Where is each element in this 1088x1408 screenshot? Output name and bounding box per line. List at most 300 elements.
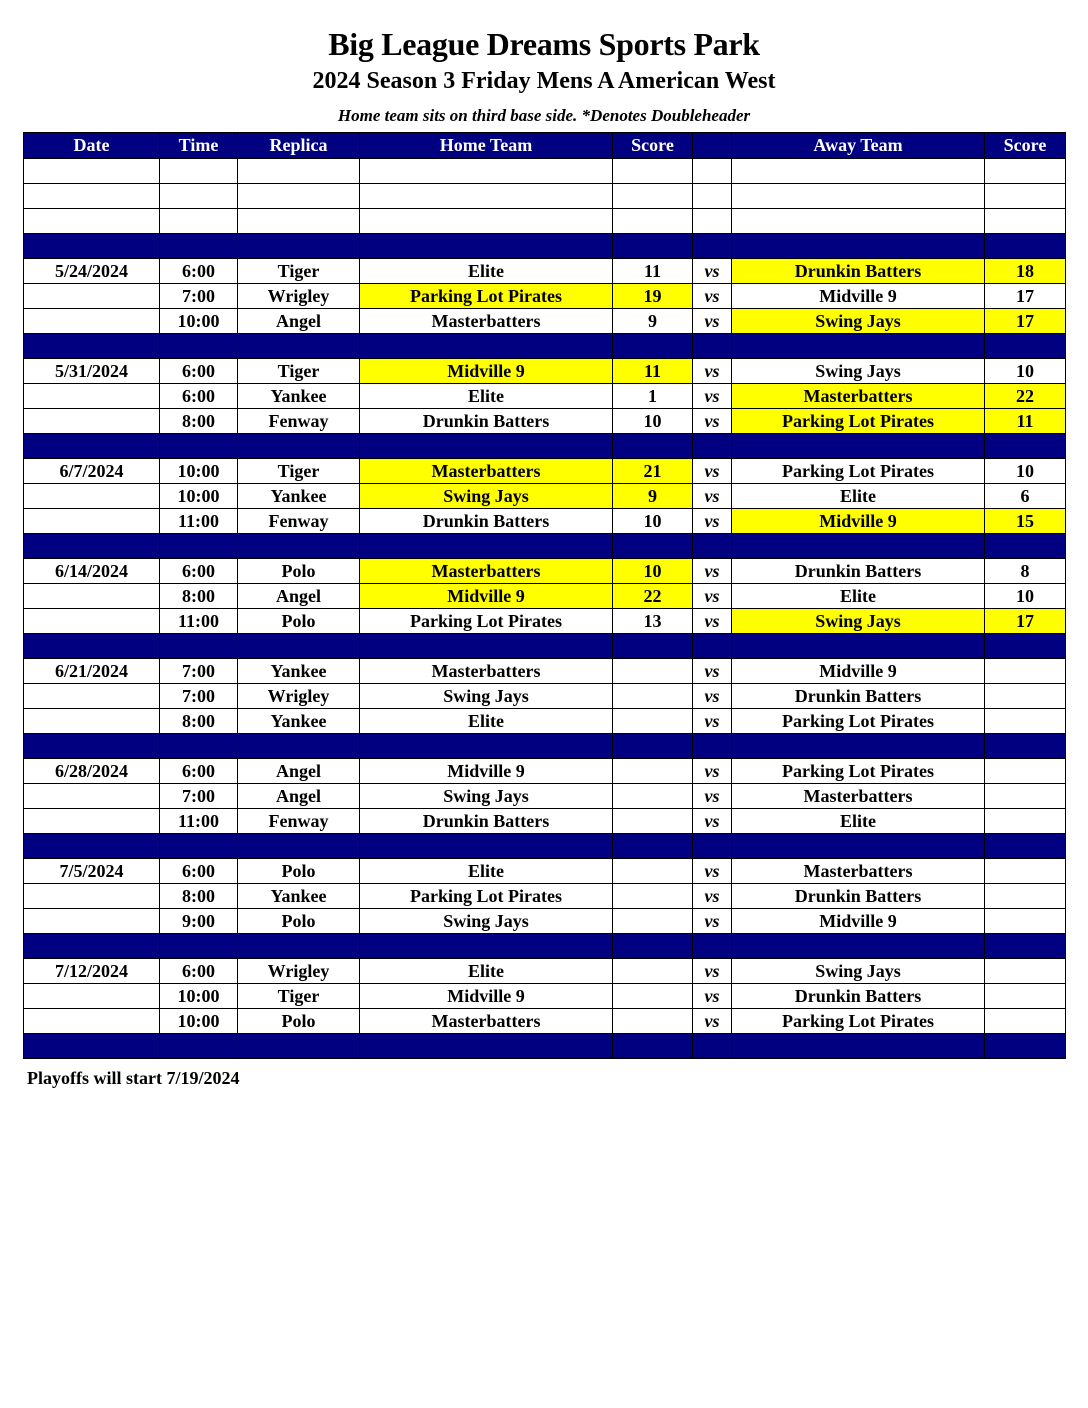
cell-date: 7/12/2024: [24, 959, 160, 984]
cell-home-score: [613, 209, 693, 234]
cell-replica: Yankee: [238, 384, 360, 409]
cell-time: [160, 234, 238, 259]
cell-vs: [693, 634, 732, 659]
cell-away-score: [985, 184, 1066, 209]
table-row: [24, 584, 1066, 609]
cell-time: 11:00: [160, 609, 238, 634]
cell-away-score: [985, 634, 1066, 659]
cell-replica: Polo: [238, 609, 360, 634]
cell-time: 8:00: [160, 409, 238, 434]
cell-away-score: 17: [985, 284, 1066, 309]
cell-home-team: Swing Jays: [360, 909, 613, 934]
cell-home-team: [360, 734, 613, 759]
cell-time: 9:00: [160, 909, 238, 934]
cell-date: 6/28/2024: [24, 759, 160, 784]
cell-date: [24, 984, 160, 1009]
cell-replica: Polo: [238, 1009, 360, 1034]
cell-replica: Wrigley: [238, 959, 360, 984]
cell-away-team: Drunkin Batters: [732, 259, 985, 284]
cell-away-team: Drunkin Batters: [732, 559, 985, 584]
cell-home-team: Elite: [360, 384, 613, 409]
cell-date: [24, 509, 160, 534]
column-header-home-team: Home Team: [360, 133, 613, 159]
week-separator-row: [24, 1034, 1066, 1059]
table-row: [24, 759, 1066, 784]
column-header-time: Time: [160, 133, 238, 159]
cell-home-score: [613, 659, 693, 684]
schedule-table: [23, 132, 1066, 1059]
cell-away-score: [985, 334, 1066, 359]
cell-time: 6:00: [160, 759, 238, 784]
cell-home-team: [360, 834, 613, 859]
cell-home-score: [613, 909, 693, 934]
cell-home-team: Midville 9: [360, 759, 613, 784]
cell-time: 6:00: [160, 559, 238, 584]
cell-date: [24, 309, 160, 334]
cell-home-team: [360, 234, 613, 259]
cell-away-score: [985, 684, 1066, 709]
cell-vs: vs: [693, 759, 732, 784]
cell-home-score: [613, 234, 693, 259]
cell-home-score: [613, 159, 693, 184]
cell-away-score: [985, 959, 1066, 984]
cell-time: 6:00: [160, 859, 238, 884]
column-header-away-score: Score: [985, 133, 1066, 159]
cell-replica: Polo: [238, 559, 360, 584]
cell-away-score: [985, 834, 1066, 859]
cell-time: 11:00: [160, 809, 238, 834]
cell-away-team: [732, 1034, 985, 1059]
cell-replica: Polo: [238, 909, 360, 934]
cell-time: 6:00: [160, 959, 238, 984]
cell-vs: vs: [693, 1009, 732, 1034]
cell-home-score: [613, 1034, 693, 1059]
cell-away-score: [985, 734, 1066, 759]
week-separator-row: [24, 234, 1066, 259]
cell-away-score: [985, 984, 1066, 1009]
cell-date: [24, 484, 160, 509]
cell-away-score: [985, 809, 1066, 834]
cell-away-team: [732, 334, 985, 359]
cell-vs: vs: [693, 284, 732, 309]
cell-vs: vs: [693, 459, 732, 484]
cell-away-score: [985, 709, 1066, 734]
cell-home-score: [613, 809, 693, 834]
cell-away-score: [985, 859, 1066, 884]
cell-date: [24, 184, 160, 209]
cell-vs: vs: [693, 659, 732, 684]
week-separator-row: [24, 834, 1066, 859]
table-row: [24, 309, 1066, 334]
cell-away-team: [732, 834, 985, 859]
cell-time: 10:00: [160, 1009, 238, 1034]
cell-away-team: Swing Jays: [732, 609, 985, 634]
cell-vs: vs: [693, 384, 732, 409]
cell-away-team: [732, 434, 985, 459]
cell-date: [24, 834, 160, 859]
schedule-body: [24, 159, 1066, 1059]
cell-replica: [238, 634, 360, 659]
cell-time: 6:00: [160, 384, 238, 409]
playoffs-note: Playoffs will start 7/19/2024: [27, 1068, 240, 1088]
cell-date: [24, 534, 160, 559]
cell-date: [24, 734, 160, 759]
cell-date: [24, 209, 160, 234]
cell-replica: [238, 184, 360, 209]
cell-away-team: Elite: [732, 584, 985, 609]
cell-replica: Fenway: [238, 409, 360, 434]
cell-replica: Yankee: [238, 659, 360, 684]
cell-vs: vs: [693, 259, 732, 284]
cell-away-score: 17: [985, 609, 1066, 634]
cell-away-score: [985, 1034, 1066, 1059]
cell-date: [24, 284, 160, 309]
week-separator-row: [24, 534, 1066, 559]
column-header-home-score: Score: [613, 133, 693, 159]
cell-home-team: Drunkin Batters: [360, 809, 613, 834]
cell-date: 7/5/2024: [24, 859, 160, 884]
column-header-vs: [693, 133, 732, 159]
table-row: [24, 284, 1066, 309]
cell-replica: [238, 159, 360, 184]
cell-replica: [238, 734, 360, 759]
cell-away-score: [985, 234, 1066, 259]
cell-away-score: 11: [985, 409, 1066, 434]
cell-away-team: [732, 159, 985, 184]
cell-time: 10:00: [160, 459, 238, 484]
cell-vs: [693, 734, 732, 759]
table-row: [24, 859, 1066, 884]
cell-away-team: Drunkin Batters: [732, 884, 985, 909]
cell-vs: vs: [693, 409, 732, 434]
cell-date: 6/14/2024: [24, 559, 160, 584]
cell-away-team: Swing Jays: [732, 359, 985, 384]
table-row: [24, 684, 1066, 709]
cell-replica: Angel: [238, 309, 360, 334]
cell-home-team: Parking Lot Pirates: [360, 609, 613, 634]
cell-away-score: [985, 784, 1066, 809]
cell-time: [160, 934, 238, 959]
cell-home-score: 21: [613, 459, 693, 484]
cell-away-score: [985, 909, 1066, 934]
cell-home-score: 1: [613, 384, 693, 409]
column-header-date: Date: [24, 133, 160, 159]
cell-home-score: 10: [613, 409, 693, 434]
cell-home-score: [613, 834, 693, 859]
cell-home-team: Masterbatters: [360, 559, 613, 584]
cell-home-team: Parking Lot Pirates: [360, 284, 613, 309]
table-row: [24, 1009, 1066, 1034]
cell-replica: [238, 334, 360, 359]
cell-away-team: Swing Jays: [732, 959, 985, 984]
cell-vs: vs: [693, 309, 732, 334]
table-row: [24, 509, 1066, 534]
cell-home-team: [360, 634, 613, 659]
cell-vs: [693, 834, 732, 859]
cell-date: [24, 409, 160, 434]
week-separator-row: [24, 334, 1066, 359]
cell-replica: Yankee: [238, 484, 360, 509]
table-row: [24, 409, 1066, 434]
cell-replica: Polo: [238, 859, 360, 884]
cell-replica: [238, 934, 360, 959]
cell-vs: [693, 159, 732, 184]
cell-replica: [238, 1034, 360, 1059]
cell-replica: Fenway: [238, 509, 360, 534]
cell-replica: [238, 234, 360, 259]
cell-replica: Yankee: [238, 884, 360, 909]
cell-vs: vs: [693, 609, 732, 634]
cell-away-team: [732, 234, 985, 259]
cell-date: [24, 884, 160, 909]
cell-away-score: [985, 434, 1066, 459]
cell-date: [24, 1009, 160, 1034]
page-title: Big League Dreams Sports Park: [328, 26, 760, 62]
cell-replica: Tiger: [238, 259, 360, 284]
cell-away-team: Parking Lot Pirates: [732, 1009, 985, 1034]
cell-home-team: Midville 9: [360, 359, 613, 384]
cell-home-team: Elite: [360, 709, 613, 734]
cell-away-team: [732, 734, 985, 759]
cell-home-score: 10: [613, 509, 693, 534]
cell-away-team: [732, 534, 985, 559]
cell-time: 7:00: [160, 684, 238, 709]
cell-away-team: Parking Lot Pirates: [732, 409, 985, 434]
cell-vs: vs: [693, 684, 732, 709]
table-row: [24, 709, 1066, 734]
cell-date: [24, 584, 160, 609]
cell-away-team: Parking Lot Pirates: [732, 759, 985, 784]
cell-home-score: [613, 734, 693, 759]
cell-away-score: 10: [985, 584, 1066, 609]
cell-time: 6:00: [160, 259, 238, 284]
table-row: [24, 484, 1066, 509]
cell-home-score: [613, 984, 693, 1009]
table-row: [24, 959, 1066, 984]
cell-vs: vs: [693, 959, 732, 984]
cell-home-score: [613, 634, 693, 659]
cell-home-score: [613, 334, 693, 359]
table-row: [24, 384, 1066, 409]
cell-home-team: Elite: [360, 959, 613, 984]
cell-home-score: 10: [613, 559, 693, 584]
cell-away-score: 10: [985, 459, 1066, 484]
cell-vs: vs: [693, 909, 732, 934]
page-subtitle: 2024 Season 3 Friday Mens A American West: [312, 68, 776, 94]
cell-replica: Wrigley: [238, 684, 360, 709]
cell-date: [24, 609, 160, 634]
cell-vs: [693, 434, 732, 459]
table-row: [24, 809, 1066, 834]
cell-home-score: 13: [613, 609, 693, 634]
cell-away-team: Parking Lot Pirates: [732, 459, 985, 484]
cell-home-score: 11: [613, 359, 693, 384]
table-row: [24, 559, 1066, 584]
cell-home-team: [360, 184, 613, 209]
cell-home-score: 11: [613, 259, 693, 284]
cell-home-score: [613, 934, 693, 959]
table-row: [24, 784, 1066, 809]
cell-away-team: Parking Lot Pirates: [732, 709, 985, 734]
cell-replica: Wrigley: [238, 284, 360, 309]
cell-away-score: 15: [985, 509, 1066, 534]
cell-time: 10:00: [160, 984, 238, 1009]
cell-time: 8:00: [160, 884, 238, 909]
cell-away-score: [985, 934, 1066, 959]
cell-home-team: Masterbatters: [360, 1009, 613, 1034]
cell-time: [160, 434, 238, 459]
cell-date: [24, 784, 160, 809]
cell-home-team: Masterbatters: [360, 459, 613, 484]
cell-away-score: [985, 659, 1066, 684]
cell-home-score: [613, 859, 693, 884]
cell-away-team: [732, 634, 985, 659]
cell-away-team: [732, 934, 985, 959]
cell-home-team: Masterbatters: [360, 659, 613, 684]
cell-home-team: [360, 1034, 613, 1059]
cell-home-team: Parking Lot Pirates: [360, 884, 613, 909]
cell-home-score: [613, 1009, 693, 1034]
cell-home-score: 19: [613, 284, 693, 309]
cell-home-team: [360, 159, 613, 184]
cell-away-team: Midville 9: [732, 284, 985, 309]
cell-home-score: 22: [613, 584, 693, 609]
cell-date: [24, 709, 160, 734]
cell-date: 5/31/2024: [24, 359, 160, 384]
cell-home-score: [613, 434, 693, 459]
cell-home-score: [613, 959, 693, 984]
cell-date: [24, 159, 160, 184]
table-row: [24, 909, 1066, 934]
table-header-row: [24, 133, 1066, 159]
column-header-away-team: Away Team: [732, 133, 985, 159]
cell-away-score: [985, 1009, 1066, 1034]
table-row: [24, 884, 1066, 909]
cell-vs: [693, 209, 732, 234]
table-row: [24, 659, 1066, 684]
cell-vs: [693, 184, 732, 209]
cell-time: 8:00: [160, 584, 238, 609]
cell-vs: [693, 934, 732, 959]
table-row: [24, 609, 1066, 634]
cell-away-team: Elite: [732, 809, 985, 834]
cell-away-score: [985, 759, 1066, 784]
cell-date: [24, 1034, 160, 1059]
blank-row: [24, 209, 1066, 234]
cell-replica: Angel: [238, 784, 360, 809]
page-note: Home team sits on third base side. *Denotes Doubleheader: [337, 106, 751, 125]
cell-home-team: Masterbatters: [360, 309, 613, 334]
cell-time: 7:00: [160, 784, 238, 809]
cell-time: [160, 209, 238, 234]
cell-away-team: Midville 9: [732, 509, 985, 534]
cell-time: 8:00: [160, 709, 238, 734]
week-separator-row: [24, 434, 1066, 459]
cell-time: 11:00: [160, 509, 238, 534]
table-row: [24, 459, 1066, 484]
cell-vs: [693, 1034, 732, 1059]
cell-away-team: Masterbatters: [732, 784, 985, 809]
cell-home-team: Elite: [360, 859, 613, 884]
cell-away-team: Drunkin Batters: [732, 684, 985, 709]
blank-row: [24, 184, 1066, 209]
cell-date: [24, 434, 160, 459]
cell-time: [160, 834, 238, 859]
cell-home-team: Midville 9: [360, 584, 613, 609]
cell-home-score: [613, 784, 693, 809]
column-header-replica: Replica: [238, 133, 360, 159]
week-separator-row: [24, 734, 1066, 759]
cell-time: [160, 159, 238, 184]
cell-time: 6:00: [160, 359, 238, 384]
cell-date: [24, 384, 160, 409]
cell-away-team: [732, 209, 985, 234]
cell-vs: [693, 334, 732, 359]
cell-replica: Angel: [238, 584, 360, 609]
cell-away-team: Swing Jays: [732, 309, 985, 334]
cell-away-score: 8: [985, 559, 1066, 584]
cell-replica: Angel: [238, 759, 360, 784]
cell-home-team: Swing Jays: [360, 784, 613, 809]
table-row: [24, 359, 1066, 384]
cell-home-team: Swing Jays: [360, 484, 613, 509]
cell-home-team: [360, 434, 613, 459]
cell-away-team: Midville 9: [732, 909, 985, 934]
cell-away-score: [985, 209, 1066, 234]
cell-home-team: Drunkin Batters: [360, 409, 613, 434]
cell-replica: Fenway: [238, 809, 360, 834]
cell-home-score: [613, 534, 693, 559]
cell-away-team: Midville 9: [732, 659, 985, 684]
cell-date: [24, 684, 160, 709]
cell-home-team: [360, 334, 613, 359]
cell-home-team: Drunkin Batters: [360, 509, 613, 534]
cell-replica: [238, 209, 360, 234]
cell-away-team: Masterbatters: [732, 859, 985, 884]
cell-home-score: [613, 709, 693, 734]
cell-vs: vs: [693, 484, 732, 509]
cell-vs: vs: [693, 884, 732, 909]
cell-vs: vs: [693, 809, 732, 834]
cell-date: 5/24/2024: [24, 259, 160, 284]
cell-away-score: [985, 159, 1066, 184]
cell-home-score: [613, 184, 693, 209]
cell-away-team: [732, 184, 985, 209]
cell-vs: vs: [693, 709, 732, 734]
cell-vs: [693, 234, 732, 259]
cell-home-team: Midville 9: [360, 984, 613, 1009]
cell-vs: vs: [693, 984, 732, 1009]
table-row: [24, 984, 1066, 1009]
cell-vs: vs: [693, 584, 732, 609]
cell-time: 10:00: [160, 484, 238, 509]
cell-away-team: Masterbatters: [732, 384, 985, 409]
cell-vs: vs: [693, 509, 732, 534]
cell-replica: Tiger: [238, 984, 360, 1009]
blank-row: [24, 159, 1066, 184]
cell-home-score: 9: [613, 484, 693, 509]
cell-vs: [693, 534, 732, 559]
cell-time: 7:00: [160, 284, 238, 309]
cell-away-score: 6: [985, 484, 1066, 509]
cell-vs: vs: [693, 859, 732, 884]
cell-replica: Yankee: [238, 709, 360, 734]
week-separator-row: [24, 634, 1066, 659]
cell-replica: [238, 434, 360, 459]
cell-home-team: Swing Jays: [360, 684, 613, 709]
cell-time: 10:00: [160, 309, 238, 334]
cell-away-team: Drunkin Batters: [732, 984, 985, 1009]
